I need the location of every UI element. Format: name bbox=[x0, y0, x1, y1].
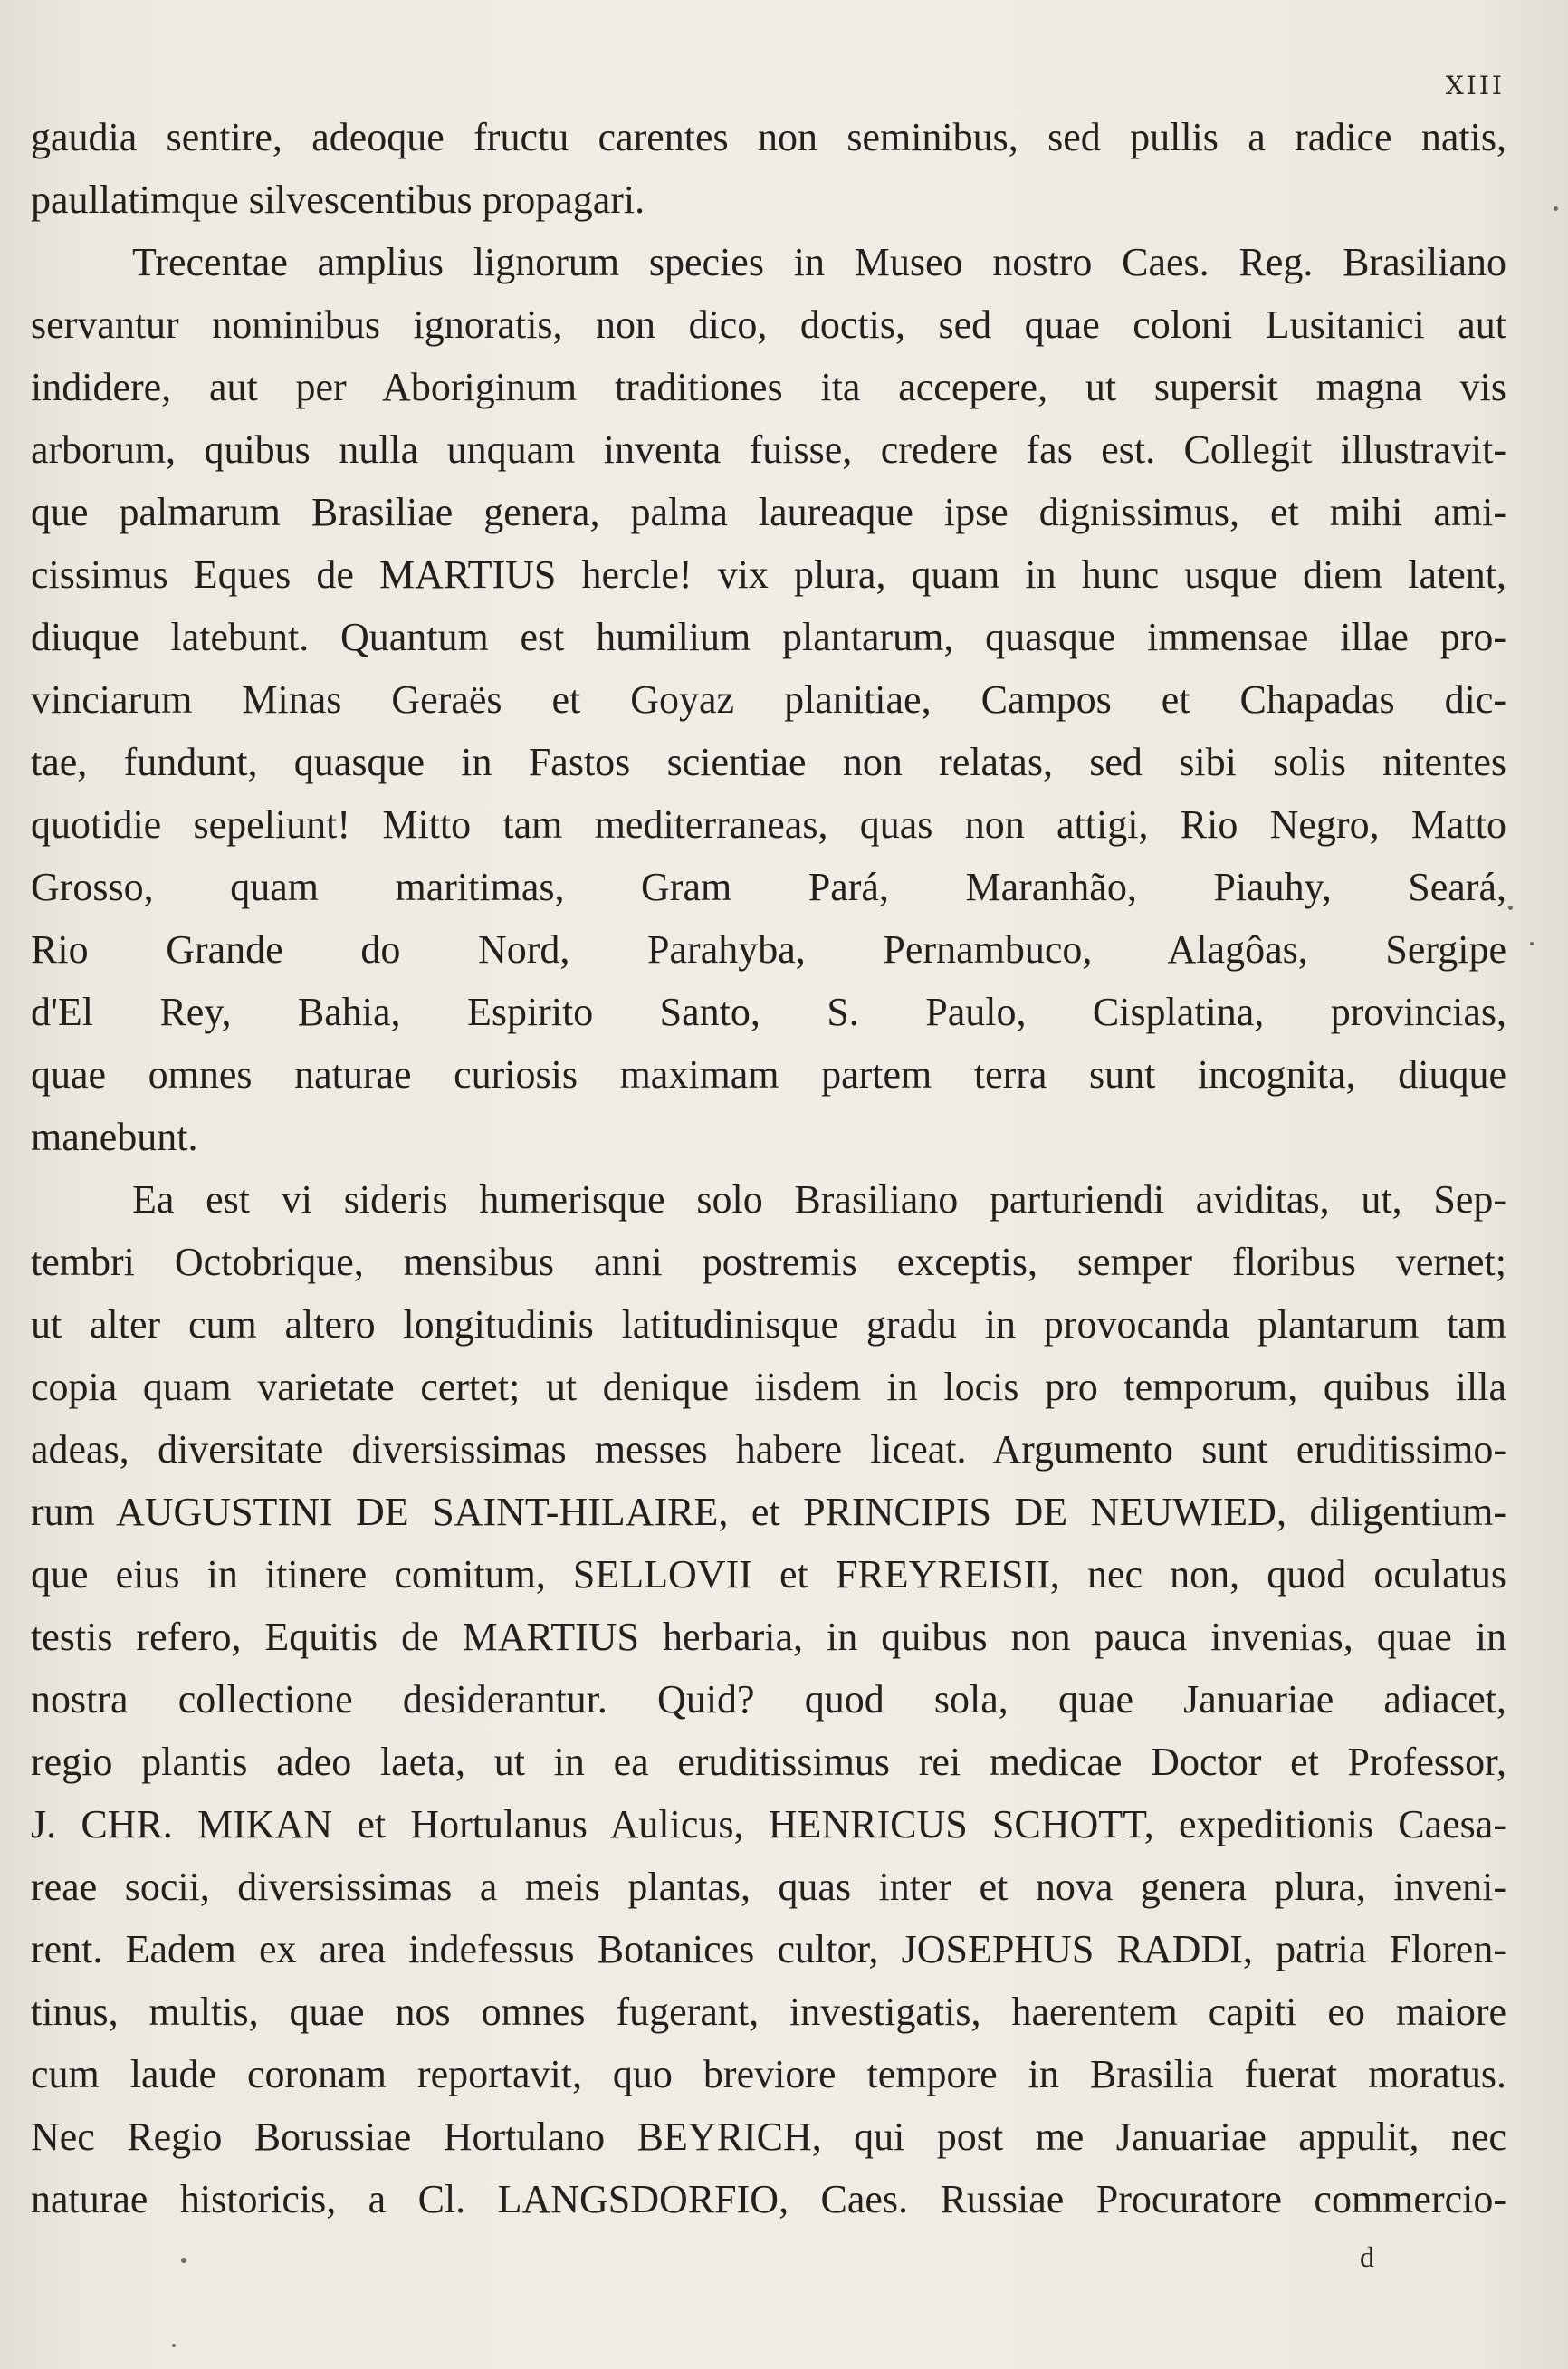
page-number: XIII bbox=[1445, 71, 1505, 101]
text-line: Rio Grande do Nord, Parahyba, Pernambuco, Alagôas, Sergipe bbox=[31, 927, 1506, 972]
signature-mark: d bbox=[1360, 2240, 1374, 2273]
text-line: Ea est vi sideris humerisque solo Brasiliano parturiendi aviditas, ut, Sep- bbox=[132, 1177, 1506, 1222]
ink-speck bbox=[181, 2258, 186, 2263]
text-line: J. CHR. MIKAN et Hortulanus Aulicus, HENRICUS SCHOTT, expeditionis Caesa- bbox=[31, 1802, 1506, 1846]
text-line: tembri Octobrique, mensibus anni postremis exceptis, semper floribus vernet; bbox=[31, 1240, 1506, 1284]
ink-speck bbox=[1508, 906, 1513, 910]
ink-speck bbox=[1554, 206, 1558, 211]
text-line: manebunt. bbox=[31, 1115, 198, 1159]
text-line: quotidie sepeliunt! Mitto tam mediterraneas, quas non attigi, Rio Negro, Matto bbox=[31, 802, 1506, 847]
text-line: reae socii, diversissimas a meis plantas, quas inter et nova genera plura, inveni- bbox=[31, 1865, 1506, 1909]
text-line: nostra collectione desiderantur. Quid? quod sola, quae Januariae adiacet, bbox=[31, 1677, 1506, 1722]
text-line: paullatimque silvescentibus propagari. bbox=[31, 177, 645, 222]
text-line: que eius in itinere comitum, SELLOVII et FREYREISII, nec non, quod oculatus bbox=[31, 1552, 1506, 1597]
text-line: servantur nominibus ignoratis, non dico, doctis, sed quae coloni Lusitanici aut bbox=[31, 302, 1506, 347]
text-line: diuque latebunt. Quantum est humilium plantarum, quasque immensae illae pro- bbox=[31, 615, 1506, 659]
body-text bbox=[31, 106, 1506, 2230]
text-line: rum AUGUSTINI DE SAINT-HILAIRE, et PRINCIPIS DE NEUWIED, diligentium- bbox=[31, 1490, 1506, 1534]
ink-speck bbox=[172, 2344, 176, 2347]
text-line: vinciarum Minas Geraës et Goyaz planitiae, Campos et Chapadas dic- bbox=[31, 677, 1506, 722]
text-line: d'El Rey, Bahia, Espirito Santo, S. Paulo, Cisplatina, provincias, bbox=[31, 990, 1506, 1034]
text-line: quae omnes naturae curiosis maximam partem terra sunt incognita, diuque bbox=[31, 1052, 1506, 1097]
text-line: arborum, quibus nulla unquam inventa fuisse, credere fas est. Collegit illustravit- bbox=[31, 427, 1506, 472]
text-line: Grosso, quam maritimas, Gram Pará, Maranhão, Piauhy, Seará, bbox=[31, 865, 1506, 909]
text-line: Nec Regio Borussiae Hortulano BEYRICH, qui post me Januariae appulit, nec bbox=[31, 2115, 1506, 2159]
text-line: copia quam varietate certet; ut denique iisdem in locis pro temporum, quibus illa bbox=[31, 1365, 1506, 1409]
text-line: adeas, diversitate diversissimas messes habere liceat. Argumento sunt eruditissimo- bbox=[31, 1427, 1506, 1472]
text-line: naturae historicis, a Cl. LANGSDORFIO, Caes. Russiae Procuratore commercio- bbox=[31, 2177, 1506, 2221]
text-line: que palmarum Brasiliae genera, palma laureaque ipse dignissimus, et mihi ami- bbox=[31, 490, 1506, 534]
text-line: cissimus Eques de MARTIUS hercle! vix plura, quam in hunc usque diem latent, bbox=[31, 552, 1506, 597]
text-line: tinus, multis, quae nos omnes fugerant, investigatis, haerentem capiti eo maiore bbox=[31, 1990, 1506, 2034]
text-line: rent. Eadem ex area indefessus Botanices cultor, JOSEPHUS RADDI, patria Floren- bbox=[31, 1927, 1506, 1971]
text-line: regio plantis adeo laeta, ut in ea eruditissimus rei medicae Doctor et Professor, bbox=[31, 1740, 1506, 1784]
text-line: ut alter cum altero longitudinis latitudinisque gradu in provocanda plantarum tam bbox=[31, 1302, 1506, 1347]
text-line: Trecentae amplius lignorum species in Museo nostro Caes. Reg. Brasiliano bbox=[132, 240, 1506, 284]
text-line: indidere, aut per Aboriginum traditiones ita accepere, ut supersit magna vis bbox=[31, 365, 1506, 409]
text-line: testis refero, Equitis de MARTIUS herbaria, in quibus non pauca invenias, quae in bbox=[31, 1615, 1506, 1659]
text-line: tae, fundunt, quasque in Fastos scientiae non relatas, sed sibi solis nitentes bbox=[31, 740, 1506, 784]
text-line: cum laude coronam reportavit, quo breviore tempore in Brasilia fuerat moratus. bbox=[31, 2052, 1506, 2096]
text-line: gaudia sentire, adeoque fructu carentes non seminibus, sed pullis a radice natis, bbox=[31, 115, 1506, 159]
ink-speck bbox=[1530, 942, 1534, 945]
